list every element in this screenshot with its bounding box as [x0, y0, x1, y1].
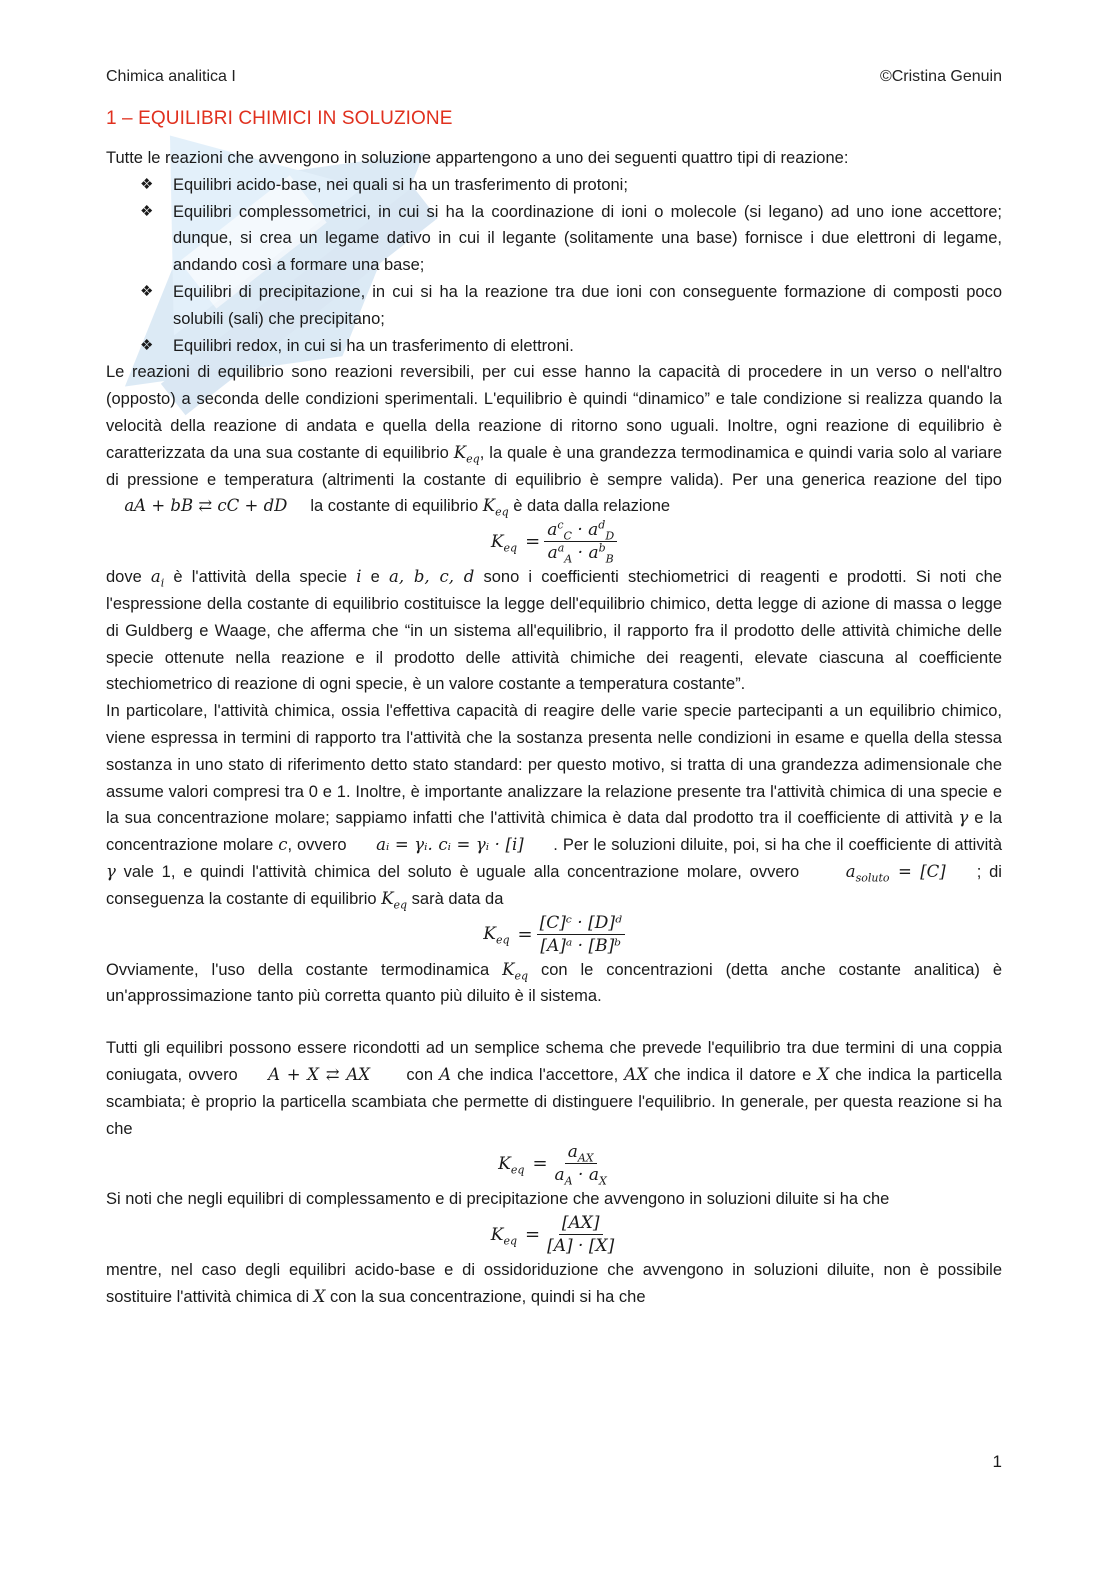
conjugate-reaction: A + X ⇄ AX	[268, 1064, 370, 1084]
keq-symbol: $K_{eq}$	[453, 442, 480, 466]
activity-relation: aᵢ = γᵢ. cᵢ = γᵢ · [i]	[376, 835, 524, 855]
equilibrium-paragraph: Le reazioni di equilibrio sono reazioni reversibili, per cui esse hanno la capacità di procedere in un verso o nell'altro (opposto) a seconda delle condizioni sperimentali. L'equilibrio è quindi “dinamico” e tale condizione si realizza quando la velocità della reazione di andata e quella della reazione di ritorno sono uguali. Inoltre, ogni reazione di equilibrio è caratterizzata da una sua costante di equilibrio $K_{eq}$, la quale è una grandezza termodinamica e quindi varia solo al variare di pressione e temperatura (altrimenti la costante di equilibrio è sempre valida). Per una generica reazione del tipo aA + bB ⇄ cC + dD la costante di equilibrio $K_{eq}$ è data dalla relazione	[106, 363, 1002, 519]
list-item	[106, 172, 1002, 199]
complexation-paragraph: Si noti che negli equilibri di complessamento e di precipitazione che avvengono in soluzioni diluite si ha che	[106, 1190, 890, 1209]
list-item-text: Equilibri di precipitazione, in cui si ha la reazione tra due ioni con conseguente formazione di composti poco solubili (sali) che precipitano;	[173, 282, 1002, 328]
equation-keq-complex: $K_{eq}$ = $\frac{[AX]}{[A] \cdot [X]}$	[490, 1213, 615, 1257]
equation-keq-activities: $K_{eq}$ = $\frac{a^c_C \cdot a^d_D}{a^a_A \cdot a^b_B}$	[106, 522, 1002, 562]
diamond-bullet-icon: ❖	[140, 336, 154, 354]
header-course: Chimica analitica I	[106, 68, 236, 85]
solute-relation: $a_{soluto} = [C]$	[845, 861, 946, 885]
list-item	[106, 279, 1002, 333]
list-item	[106, 333, 1002, 360]
header-author: ©Cristina Genuin	[879, 68, 1002, 85]
list-item-text: Equilibri acido-base, nei quali si ha un trasferimento di protoni;	[173, 175, 628, 194]
diamond-bullet-icon: ❖	[140, 175, 154, 193]
equation-keq-concentrations: $K_{eq}$ = $\frac{\text{[C]ᶜ · [D]ᵈ}}{\text{[A]ᵃ · [B]ᵇ}}$	[106, 915, 1002, 955]
diamond-bullet-icon: ❖	[140, 202, 154, 220]
equation-keq-pair: $K_{eq}$ = $\frac{a_{AX}}{a_A \cdot a_X}$	[498, 1142, 607, 1188]
list-item-text: Equilibri complessometrici, in cui si ha la coordinazione di ioni o molecole (si legano) ad uno ione accettore; dunque, si crea un legame dativo in cui il legante (solitamente una base) fornisce i due elettroni di legame, andando così a formare una base;	[173, 202, 1002, 275]
list-item-text: Equilibri redox, in cui si ha un trasferimento di elettroni.	[173, 336, 574, 355]
reaction-types-list	[106, 172, 1002, 360]
paragraph-spacer	[106, 1010, 1002, 1035]
keq-symbol: $K_{eq}$	[482, 496, 509, 519]
conjugate-pair-paragraph: Tutti gli equilibri possono essere ricondotti ad un semplice schema che prevede l'equilibrio tra due termini di una coppia coniugata, ovvero A + X ⇄ AX con A che indica l'accettore, AX che indica il datore e X che indica la particella scambiata; è proprio la particella scambiata che permette di distinguere l'equilibrio. In generale, per questa reazione si ha che	[106, 1039, 1002, 1138]
acid-base-paragraph: mentre, nel caso degli equilibri acido-base e di ossidoriduzione che avvengono in soluzioni diluite, non è possibile sostituire l'attività chimica di X con la sua concentrazione, quindi si ha che	[106, 1261, 1002, 1306]
analytic-constant-paragraph: Ovviamente, l'uso della costante termodinamica $K_{eq}$ con le concentrazioni (detta anche costante analitica) è un'approssimazione tanto più corretta quanto più diluito è il sistema.	[106, 959, 1003, 1006]
activity-paragraph: In particolare, l'attività chimica, ossia l'effettiva capacità di reagire delle varie specie partecipanti a un equilibrio chimico, viene espressa in termini di rapporto tra l'attività che la sostanza presenta nelle condizioni in esame e quella della stessa sostanza in uno stato di riferimento detto stato standard: per questo motivo, si tratta di una grandezza adimensionale che assume valori compresi tra 0 e 1. Inoltre, è importante analizzare la relazione presente tra l'attività chimica di una specie e la sua concentrazione molare; sappiamo infatti che l'attività chimica è data dal prodotto tra il coefficiente di attività γ e la concentrazione molare c, ovvero aᵢ = γᵢ. cᵢ = γᵢ · [i] . Per le soluzioni diluite, poi, si ha che il coefficiente di attività γ vale 1, e quindi l'attività chimica del soluto è uguale alla concentrazione molare, ovvero $a_{soluto} = [C]$ ; di conseguenza la costante di equilibrio $K_{eq}$ sarà data da	[106, 702, 1003, 912]
section-title: 1 – EQUILIBRI CHIMICI IN SOLUZIONE	[106, 108, 453, 129]
diamond-bullet-icon: ❖	[140, 282, 154, 300]
list-item	[106, 199, 1002, 279]
document-body	[106, 145, 1002, 1311]
intro-paragraph: Tutte le reazioni che avvengono in soluzione appartengono a uno dei seguenti quattro tipi di reazione:	[106, 149, 849, 167]
generic-reaction: aA + bB ⇄ cC + dD	[124, 496, 288, 516]
mass-action-paragraph: dove $a_i$ è l'attività della specie i e a, b, c, d sono i coefficienti stechiometrici di reagenti e prodotti. Si noti che l'espressione della costante di equilibrio costituisce la legge dell'equilibrio chimico, detta legge di azione di massa o legge di Guldberg e Waage, che afferma che “in un sistema all'equilibrio, il rapporto fra il prodotto delle attività chimiche delle specie ottenute nella reazione e il prodotto delle attività chimiche dei reagenti, elevate ciascuna al coefficiente stechiometrico di reazione di ogni specie, è un valore costante a temperatura costante”.	[106, 567, 1002, 694]
page-number: 1	[992, 1452, 1002, 1471]
